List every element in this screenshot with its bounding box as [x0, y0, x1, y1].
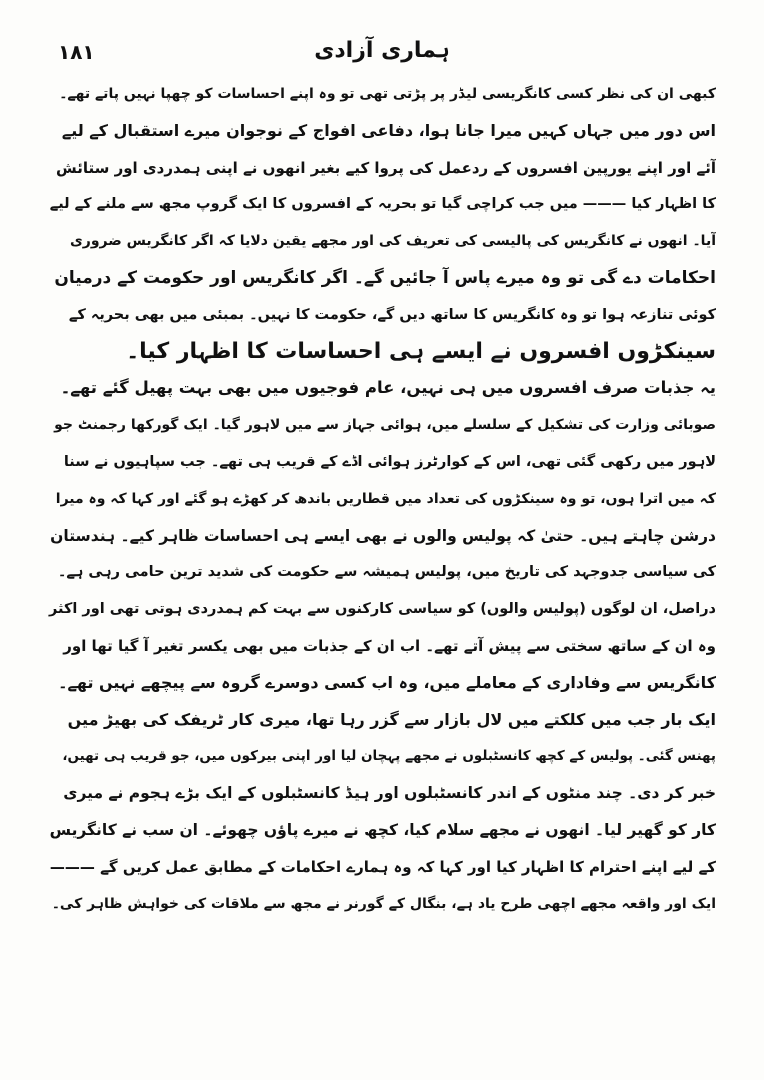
body-text [48, 76, 716, 922]
text-line: ایک بار جب میں کلکتے میں لال بازار سے گزر رہا تھا، میری کار ٹریفک کی بھیڑ میں [67, 709, 716, 729]
text-line: کہ میں اترا ہوں، تو وہ سینکڑوں کی تعداد میں قطاریں باندھ کر کھڑے ہو گئے اور کہا کہ وہ میرا [55, 490, 716, 507]
text-line: صوبائی وزارت کی تشکیل کے سلسلے میں، ہوائی جہاز سے میں لاہور گیا۔ ایک گورکھا رجمنٹ جو [54, 417, 716, 434]
text-line: درشن چاہتے ہیں۔ حتیٰ کہ پولیس والوں نے بھی ایسے ہی احساسات ظاہر کیے۔ ہندستان [50, 526, 716, 545]
text-line: کی سیاسی جدوجہد کی تاریخ میں، پولیس ہمیشہ سے حکومت کی شدید ترین حامی رہی ہے۔ [57, 564, 716, 581]
text-line: لاہور میں رکھی گئی تھی، اس کے کوارٹرز ہوائی اڈے کے قریب ہی تھے۔ جب سپاہیوں نے سنا [63, 453, 716, 470]
text-line: آئے اور اپنے یورپین افسروں کے ردعمل کی پروا کیے بغیر انھوں نے اپنی ہمدردی اور ستائش [56, 158, 716, 177]
text-line: کا اظہار کیا ——— میں جب کراچی گیا تو بحریہ کے افسروں کا ایک گروپ مجھ سے ملنے کے لیے [49, 196, 716, 213]
text-line: آیا۔ انھوں نے کانگریس کی پالیسی کی تعریف کی اور مجھے یقین دلایا کہ اگر کانگریس ضروری [69, 233, 716, 250]
text-line: وہ ان کے ساتھ سختی سے پیش آتے تھے۔ اب ان کے جذبات میں بھی یکسر تغیر آ گیا تھا اور [63, 636, 716, 655]
text-line: دراصل، ان لوگوں (پولیس والوں) کو سیاسی کارکنوں سے بہت کم ہمدردی ہوتی تھی اور اکثر [49, 601, 716, 618]
text-line: اس دور میں جہاں کہیں میرا جانا ہوا، دفاعی افواج کے نوجوان میرے استقبال کے لیے [61, 120, 716, 140]
text-line: کوئی تنازعہ ہوا تو وہ کانگریس کا ساتھ دیں گے، حکومت کا نہیں۔ بمبئی میں بھی بحریہ کے [68, 306, 716, 323]
text-line: کانگریس سے وفاداری کے معاملے میں، وہ اب کسی دوسرے گروہ سے پیچھے نہیں تھے۔ [58, 672, 716, 692]
page-number: ۱۸۱ [58, 40, 95, 64]
text-line: خبر کر دی۔ چند منٹوں کے اندر کانسٹبلوں اور ہیڈ کانسٹبلوں کے ایک بڑے ہجوم نے میری [63, 784, 716, 803]
text-line: سینکڑوں افسروں نے ایسے ہی احساسات کا اظہار کیا۔ [126, 338, 716, 364]
text-line: کے لیے اپنے احترام کا اظہار کیا اور کہا کہ وہ ہمارے احکامات کے مطابق عمل کریں گے ——— [49, 857, 716, 876]
text-line: کار کو گھیر لیا۔ انھوں نے مجھے سلام کیا، کچھ نے میرے پاؤں چھوئے۔ ان سب نے کانگریس [49, 820, 716, 839]
text-line: یہ جذبات صرف افسروں میں ہی نہیں، عام فوجیوں میں بھی بہت پھیل گئے تھے۔ [60, 378, 716, 398]
text-line: احکامات دے گی تو وہ میرے پاس آ جائیں گے۔ اگر کانگریس اور حکومت کے درمیان [54, 267, 716, 288]
text-line: پھنس گئی۔ پولیس کے کچھ کانسٹبلوں نے مجھے پہچان لیا اور اپنی بیرکوں میں، جو قریب ہی تھیں، [62, 748, 716, 765]
text-line: ایک اور واقعہ مجھے اچھی طرح یاد ہے، بنگال کے گورنر نے مجھ سے ملاقات کی خواہش ظاہر کی۔ [51, 895, 716, 912]
text-line: کبھی ان کی نظر کسی کانگریسی لیڈر پر پڑتی تھی تو وہ اپنے احساسات کو چھپا نہیں پاتے تھے۔ [59, 86, 716, 102]
running-header: ہماری آزادی [314, 38, 450, 63]
